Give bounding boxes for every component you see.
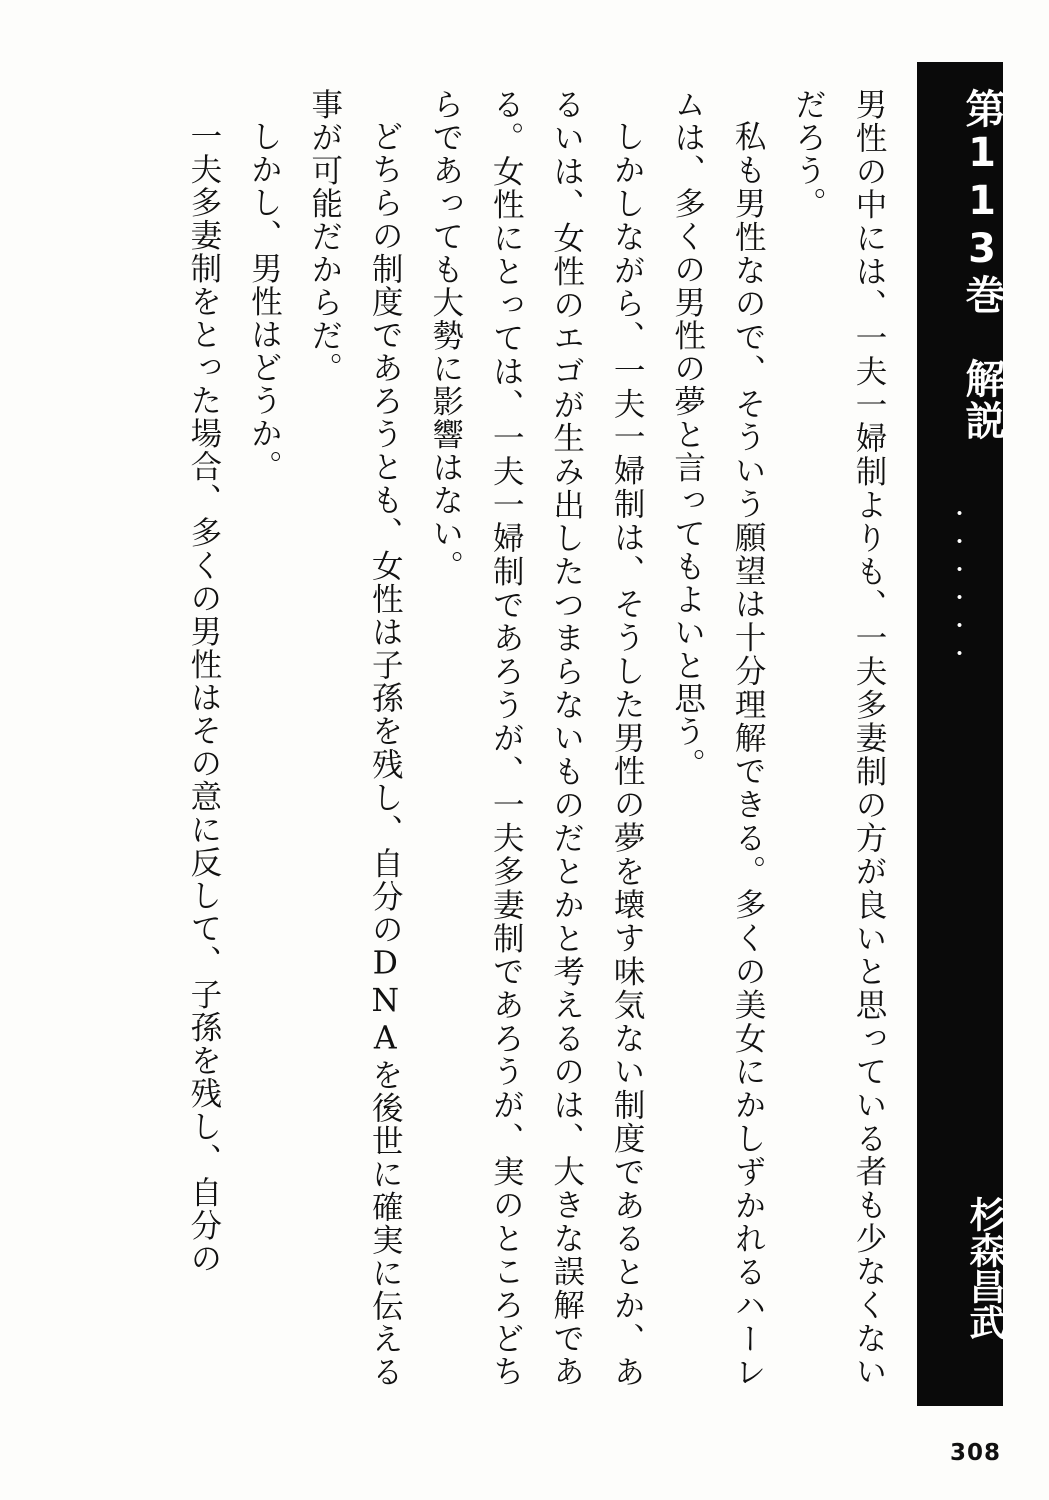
paragraph: しかしながら、一夫一婦制は、そうした男性の夢を壊す味気ない制度であるとか、あるいは、女性のエゴが生み出したつまらないものだとかと考えるのは、大きな誤解である。女性にとっては、一夫一婦制であろうが、一夫多妻制であろうが、実のところどちらであっても大勢に影響はない。 (427, 88, 646, 1389)
chapter-author: 杉森昌武 (964, 1196, 1005, 1340)
paragraph: 男性の中には、一夫一婦制よりも、一夫多妻制の方が良いと思っている者も少なくないだろう。 (790, 88, 887, 1388)
header-dots-divider: ・・・・・・ (945, 502, 970, 670)
body-text (110, 88, 899, 1388)
paragraph: しかし、男性はどうか。 (246, 119, 283, 483)
paragraph: 私も男性なので、そういう願望は十分理解できる。多くの美女にかしずかれるハーレムは、多くの男性の夢と言ってもよいと思う。 (669, 88, 767, 1388)
paragraph: 一夫多妻制をとった場合、多くの男性はその意に反して、子孫を残し、自分の (185, 119, 222, 1275)
chapter-header-band (917, 62, 1003, 1406)
page-number: 308 (949, 1440, 1001, 1466)
paragraph: どちらの制度であろうとも、女性は子孫を残し、自分のDNAを後世に確実に伝える事が可能だからだ。 (306, 88, 404, 1388)
chapter-title: 第113巻 解説 (959, 88, 1005, 442)
